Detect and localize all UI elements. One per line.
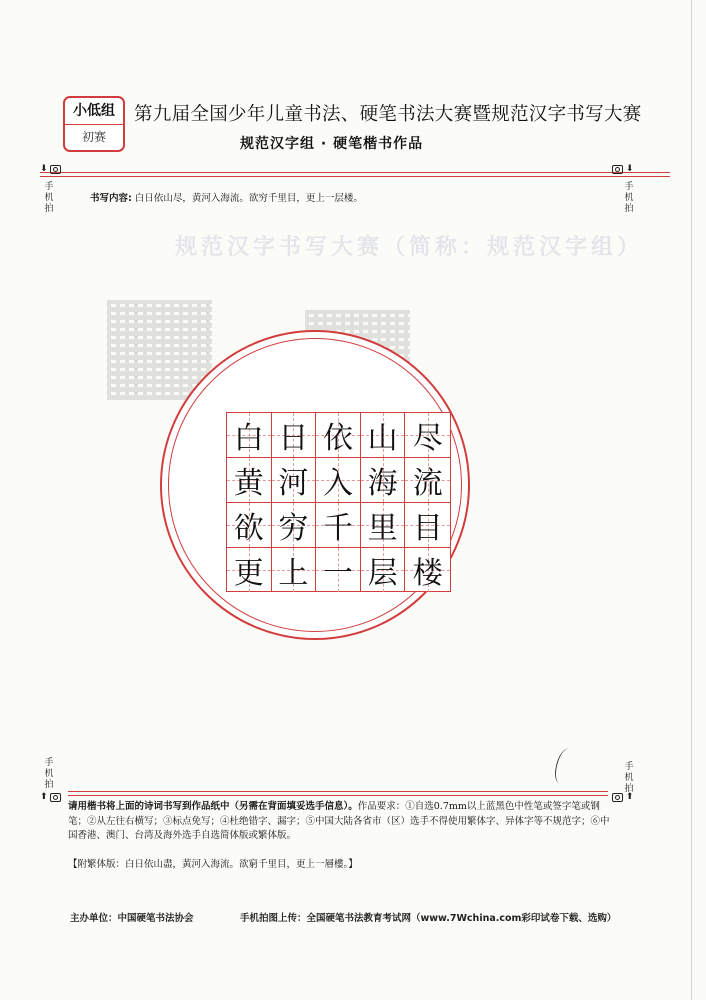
written-char: 入 [322, 466, 353, 501]
photo-mark-char: 拍 [44, 780, 54, 790]
arrow-up-icon: ⬆ [625, 792, 634, 802]
arrow-up-icon: ⬆ [40, 792, 48, 802]
written-char: 千 [322, 511, 353, 546]
grid-cell [227, 413, 272, 458]
grid-cell [405, 503, 450, 548]
written-char: 黄 [233, 466, 264, 501]
grid-cell [272, 548, 317, 592]
photo-mark-top-right [622, 182, 636, 215]
show-through-signature [100, 650, 620, 780]
divider-bottom [68, 791, 608, 792]
grid-cell [405, 548, 450, 592]
corner-mark-right [612, 164, 633, 175]
instructions [68, 800, 613, 844]
grid-cell [361, 503, 406, 548]
written-char: 楼 [412, 556, 443, 591]
photo-mark-char: 拍 [624, 784, 634, 794]
content-label: 书写内容: [90, 193, 132, 204]
content-text: 白日依山尽，黄河入海流。欲穷千里目，更上一层楼。 [134, 193, 363, 204]
written-char: 更 [233, 556, 264, 591]
page-subtitle: 规范汉字组 · 硬笔楷书作品 [240, 136, 424, 152]
camera-icon [50, 793, 61, 802]
grid-cell [227, 458, 272, 503]
corner-mark-right-bottom [612, 792, 633, 803]
upload-info: 手机拍图上传：全国硬笔书法教育考试网（www.7Wchina.com彩印试卷下载、选购） [240, 913, 617, 924]
camera-icon [612, 793, 623, 802]
grid-cell [272, 458, 317, 503]
photo-mark-char: 拍 [44, 204, 54, 214]
photo-mark-bottom-right [622, 762, 636, 795]
written-char: 河 [278, 466, 309, 501]
written-char: 依 [322, 421, 353, 456]
organizer: 主办单位：中国硬笔书法协会 [70, 913, 194, 924]
photo-mark-char: 拍 [624, 204, 634, 214]
written-char: 欲 [233, 511, 264, 546]
instructions-requirements: 作品要求：①自选0.7mm以上蓝黑色中性笔或签字笔或钢笔；②从左往右横写；③标点免写；④杜绝错字、漏字；⑤中国大陆各省市（区）选手不得使用繁体字、异体字等不规范字；⑥中国香港、澳门、台湾及海外选手自选简体版或繁体版。 [68, 801, 610, 841]
photo-mark-char: 手 [44, 182, 54, 192]
badge-round: 初赛 [81, 130, 106, 144]
grid-cell [361, 413, 406, 458]
grid-cell [316, 548, 361, 592]
arrow-down-icon: ⬇ [40, 164, 48, 174]
divider-bottom [68, 795, 608, 796]
photo-mark-char: 手 [44, 758, 54, 768]
ghost-title: 规范汉字书写大赛（简称：规范汉字组） [175, 235, 644, 260]
badge-group: 小低组 [65, 98, 123, 125]
written-char: 流 [412, 466, 443, 501]
grid-cell [272, 503, 317, 548]
grid-cell [316, 458, 361, 503]
corner-mark-left [40, 164, 61, 175]
grid-cell [227, 503, 272, 548]
written-char: 穷 [278, 511, 309, 546]
written-char: 海 [367, 466, 398, 501]
photo-mark-char: 机 [44, 193, 54, 203]
photo-mark-bottom-left [42, 758, 56, 791]
grid-cell [405, 458, 450, 503]
grid-cell [316, 503, 361, 548]
written-char: 白 [233, 421, 264, 456]
page-edge [691, 0, 692, 1000]
divider-top [40, 172, 670, 173]
grid-cell [316, 413, 361, 458]
grid-cell [361, 548, 406, 592]
grid-cell [361, 458, 406, 503]
photo-mark-char: 机 [624, 193, 634, 203]
grid-cell [227, 548, 272, 592]
instructions-lead: 请用楷书将上面的诗词书写到作品纸中（另需在背面填妥选手信息）。 [68, 801, 358, 812]
traditional-version: 【附繁体版：白日依山盡，黃河入海流。欲窮千里目，更上一層樓。】 [68, 859, 358, 870]
camera-icon [50, 165, 61, 174]
content-line [90, 190, 363, 204]
photo-mark-char: 手 [624, 762, 634, 772]
camera-icon [612, 165, 623, 174]
photo-mark-char: 手 [624, 182, 634, 192]
photo-mark-top-left [42, 182, 56, 215]
grid-cell [405, 413, 450, 458]
written-char: 尽 [412, 421, 443, 456]
written-char: 山 [367, 421, 398, 456]
photo-mark-char: 机 [44, 769, 54, 779]
written-char: 目 [412, 511, 443, 546]
photo-mark-char: 机 [624, 773, 634, 783]
corner-mark-left-bottom [40, 792, 61, 803]
grid-cell [272, 413, 317, 458]
group-badge [63, 96, 125, 152]
tian-grid [226, 412, 451, 592]
written-char: 层 [367, 556, 398, 591]
arrow-down-icon: ⬇ [625, 164, 634, 174]
divider-top [40, 176, 670, 177]
written-char: 一 [322, 556, 353, 591]
written-char: 里 [367, 511, 398, 546]
written-char: 上 [278, 556, 309, 591]
written-char: 日 [278, 421, 309, 456]
page-title: 第九届全国少年儿童书法、硬笔书法大赛暨规范汉字书写大赛 [134, 104, 642, 125]
